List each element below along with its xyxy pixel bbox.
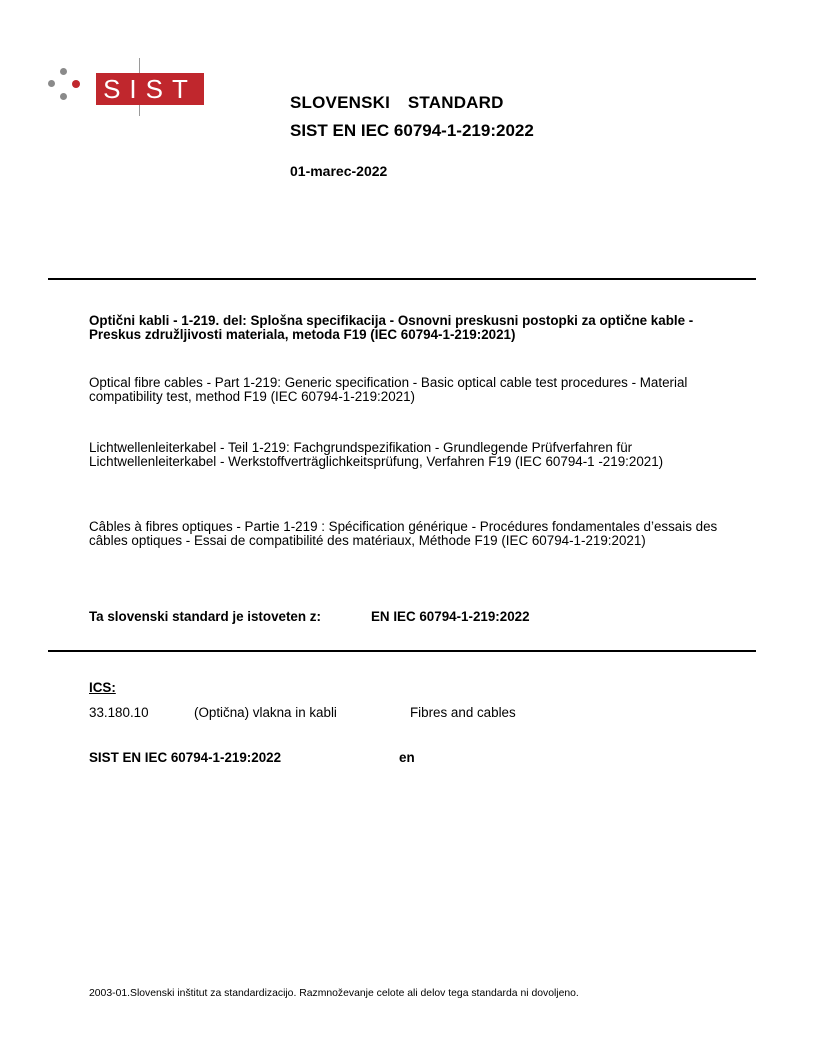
identical-label: Ta slovenski standard je istoveten z: <box>89 609 321 624</box>
bottom-divider <box>48 650 756 652</box>
title-french: Câbles à fibres optiques - Partie 1-219 : Spécification générique - Procédures fondamentales d’essais des câbles optiques - Essai de compatibilité des matériaux, Méthode F19 (IEC 60794-1-219:2021) <box>89 519 718 548</box>
identical-value: EN IEC 60794-1-219:2022 <box>371 609 530 624</box>
ics-name-sl: (Optična) vlakna in kabli <box>194 705 337 720</box>
sist-logo: SIST <box>96 73 204 105</box>
standard-code: SIST EN IEC 60794-1-219:2022 <box>290 121 534 140</box>
ics-code: 33.180.10 <box>89 705 149 720</box>
standard-type: SLOVENSKI STANDARD <box>290 93 504 112</box>
reference-code: SIST EN IEC 60794-1-219:2022 <box>89 750 282 765</box>
title-german: Lichtwellenleiterkabel - Teil 1-219: Fachgrundspezifikation - Grundlegende Prüfverfahren für Lichtwellenleiterkabel - Werkstoffverträglichkeitsprüfung, Verfahren F19 (IEC 60794-1 -219:2021) <box>89 440 664 469</box>
title-english: Optical fibre cables - Part 1-219: Generic specification - Basic optical cable test procedures - Material compatibility test, method F19 (IEC 60794-1-219:2021) <box>89 375 688 404</box>
top-divider <box>48 278 756 280</box>
standard-date: 01-marec-2022 <box>290 163 388 179</box>
ics-name-en: Fibres and cables <box>410 705 516 720</box>
sist-dots-logo-icon <box>46 66 86 110</box>
title-slovenian: Optični kabli - 1-219. del: Splošna specifikacija - Osnovni preskusni postopki za optične kable - Preskus združljivosti materiala, metoda F19 (IEC 60794-1-219:2021) <box>89 313 694 342</box>
copyright-footer: 2003-01.Slovenski inštitut za standardizacijo. Razmnoževanje celote ali delov tega standarda ni dovoljeno. <box>89 988 579 999</box>
ics-label: ICS: <box>89 680 116 695</box>
reference-language: en <box>399 750 415 765</box>
